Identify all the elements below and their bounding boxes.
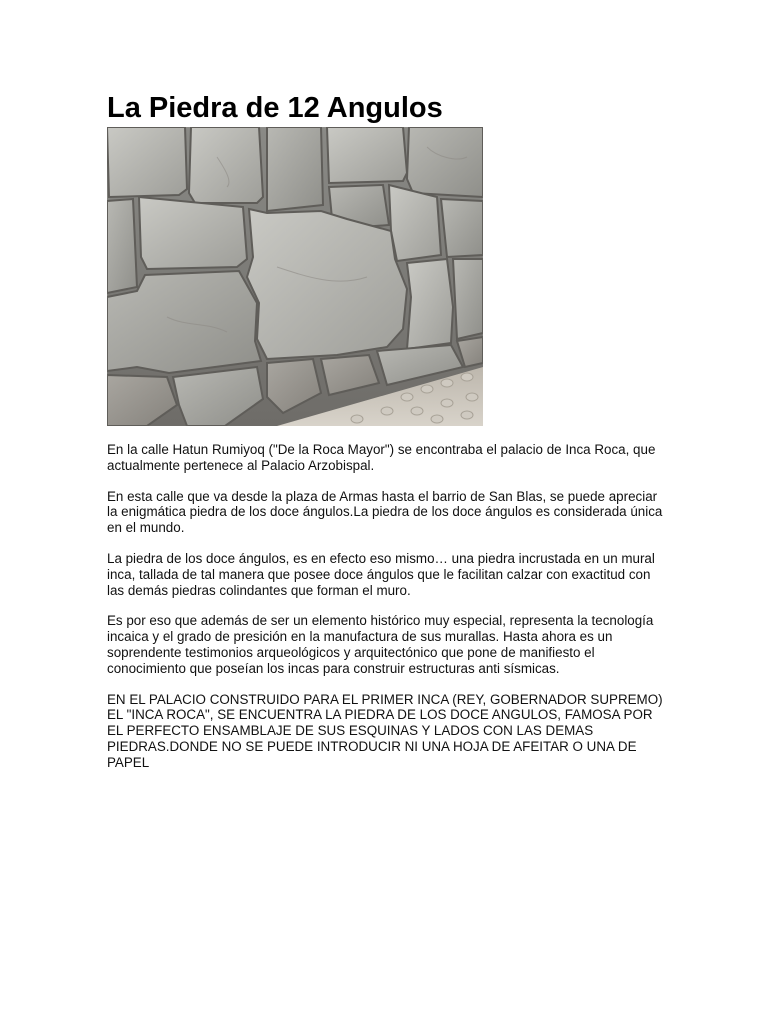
paragraph-4: Es por eso que además de ser un elemento histórico muy especial, representa la tecnología incaica y el grado de presición en la manufactura de sus murallas. Hasta ahora es un soprendente testimonios arqueológicos y arquitectónico que pone de manifiesto el conocimiento que poseían los incas para construir estructuras anti sísmicas. [107,613,654,676]
paragraph-5: EN EL PALACIO CONSTRUIDO PARA EL PRIMER INCA (REY, GOBERNADOR SUPREMO) EL "INCA ROCA", SE ENCUENTRA LA PIEDRA DE LOS DOCE ANGULOS, FAMOSA POR EL PERFECTO ENSAMBLAJE DE SUS ESQUINAS Y LADOS CON LAS DEMAS PIEDRAS.DONDE NO SE PUEDE INTRODUCIR NI UNA HOJA DE AFEITAR O UNA DE PAPEL [107,691,663,770]
paragraph-1: En la calle Hatun Rumiyoq ("De la Roca Mayor") se encontraba el palacio de Inca Roca, que actualmente pertenece al Palacio Arzobispal. [107,442,656,473]
article-body [107,442,667,786]
stone-wall-photo [107,127,483,426]
page-title: La Piedra de 12 Angulos [107,92,443,124]
paragraph-3: La piedra de los doce ángulos, es en efecto eso mismo… una piedra incrustada en un mural inca, tallada de tal manera que posee doce ángulos que le facilitan calzar con exactitud con las demás piedras colindantes que forman el muro. [107,550,655,598]
paragraph-2: En esta calle que va desde la plaza de Armas hasta el barrio de San Blas, se puede apreciar la enigmática piedra de los doce ángulos.La piedra de los doce ángulos es considerada única en el mundo. [107,488,663,536]
